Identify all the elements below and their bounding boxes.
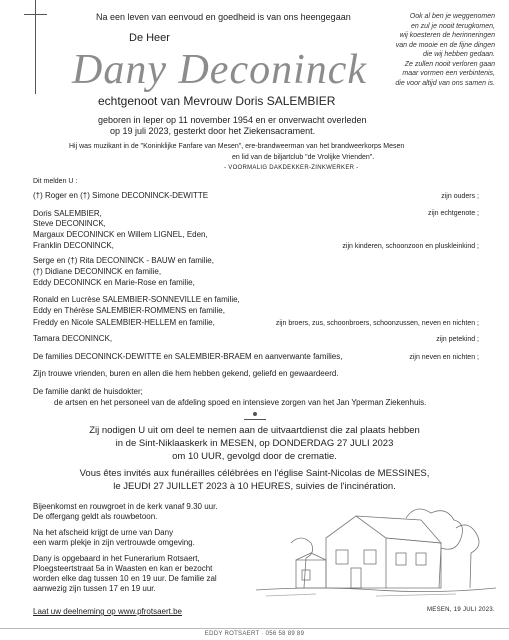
poem-line: Ze zullen nooit verloren gaan: [404, 60, 495, 68]
family-closing: Zijn trouwe vrienden, buren en allen die hem hebben gekend, geliefd en gewaardeerd.: [33, 369, 339, 378]
career-line-2: en lid van de biljartclub "de Vrolijke Vrienden".: [232, 154, 375, 161]
family-relation: zijn ouders ;: [441, 193, 479, 200]
practical-line: Bijeenkomst en rouwgroet in de kerk vanaf 9.30 uur.: [33, 502, 218, 511]
family-name-line: Ronald en Lucrèse SALEMBIER-SONNEVILLE en familie,: [33, 295, 240, 304]
career-line-1: Hij was muzikant in de "Koninklijke Fanfare van Mesen", ere-brandweerman van het brandweerkorps Mesen: [69, 143, 405, 150]
family-name-line: Serge en (†) Rita DECONINCK - BAUW en familie,: [33, 256, 214, 265]
poem-line: maar vormen een verbintenis,: [402, 70, 495, 77]
separator-dot: [253, 412, 257, 416]
practical-block: [33, 502, 218, 594]
practical-line: een warm plekje in zijn vertrouwde omgeving.: [33, 538, 195, 547]
poem-line: en zul je nooit terugkomen,: [410, 22, 495, 30]
family-intro: Dit melden U :: [33, 178, 78, 185]
invite-nl-line-2: in de Sint-Niklaaskerk in MESEN, op DONDERDAG 27 JULI 2023: [115, 438, 394, 449]
poem-line: die voor altijd van ons samen is.: [395, 79, 495, 87]
family-relation: zijn neven en nichten ;: [409, 354, 479, 361]
family-name-line: Doris SALEMBIER,: [33, 209, 102, 218]
invite-nl-line-3: om 10 UUR, gevolgd door de crematie.: [172, 451, 337, 462]
family-relation: zijn petekind ;: [436, 336, 479, 343]
thanks-line-1: De familie dankt de huisdokter;: [33, 387, 143, 396]
practical-line: Na het afscheid krijgt de urne van Dany: [33, 528, 174, 537]
family-name-line: Margaux DECONINCK en Willem LIGNEL, Eden,: [33, 230, 208, 239]
funeral-home: EDDY ROTSAERT · 056 58 89 89: [204, 631, 305, 637]
birth-line-2: op 19 juli 2023, gesterkt door het Ziekensacrament.: [110, 126, 316, 136]
poem-line: wij koesteren de herinneringen: [399, 32, 495, 39]
thanks-line-2: de artsen en het personeel van de afdeling spoed en intensieve zorgen van het Jan Yperman Ziekenhuis.: [54, 398, 427, 407]
invite-fr-line-2: le JEUDI 27 JUILLET 2023 à 10 HEURES, suivies de l'incinération.: [113, 481, 396, 492]
practical-line: De offergang geldt als rouwbetoon.: [33, 512, 158, 521]
family-name-line: Tamara DECONINCK,: [33, 334, 113, 343]
place-date: MESEN, 19 JULI 2023.: [426, 607, 495, 613]
invite-nl-line-1: Zij nodigen U uit om deel te nemen aan de uitvaartdienst die zal plaats hebben: [89, 425, 420, 436]
family-name-line: Eddy DECONINCK en Marie-Rose en familie,: [33, 278, 195, 287]
poem-line: die wij hebben gedaan.: [422, 51, 495, 58]
cross-arm: [24, 14, 47, 15]
family-name-line: Freddy en Nicole SALEMBIER-HELLEM en familie,: [33, 318, 215, 327]
practical-line: worden elke dag tussen 10 en 19 uur. De familie zal: [33, 574, 217, 583]
family-name-line: (†) Roger en (†) Simone DECONINCK-DEWITTE: [33, 191, 209, 200]
family-name-line: Steve DECONINCK,: [33, 219, 106, 228]
condolence-link[interactable]: Laat uw deelneming op www.pfrotsaert.be: [33, 607, 182, 616]
family-relation: zijn kinderen, schoonzoon en pluskleinkind ;: [342, 243, 479, 250]
separator-line: [244, 419, 266, 420]
family-relation: zijn broers, zus, schoonbroers, schoonzussen, neven en nichten ;: [275, 320, 479, 327]
family-name-line: Eddy en Thérèse SALEMBIER-ROMMENS en familie,: [33, 306, 225, 315]
footer-divider: [0, 628, 509, 629]
title-prefix: De Heer: [129, 32, 170, 44]
family-relation: zijn echtgenote ;: [428, 210, 479, 217]
family-name-line: Franklin DECONINCK,: [33, 241, 114, 250]
practical-line: aanwezig zijn tussen 17 en 19 uur.: [33, 584, 156, 593]
family-name-line: De families DECONINCK-DEWITTE en SALEMBIER-BRAEM en aanverwante families,: [33, 352, 343, 361]
birth-line-1: geboren in Ieper op 11 november 1954 en er onverwacht overleden: [98, 115, 367, 125]
deceased-name: Dany Deconinck: [72, 47, 368, 93]
intro-text: Na een leven van eenvoud en goedheid is van ons heengegaan: [96, 12, 351, 22]
poem-line: Ook al ben je weggenomen: [409, 13, 495, 20]
invite-fr-line-1: Vous êtes invités aux funérailles célébrées en l'église Saint-Nicolas de MESSINES,: [79, 468, 430, 479]
poem: [395, 12, 495, 88]
poem-line: van de mooie en de fijne dingen: [395, 41, 495, 49]
spouse-line: echtgenoot van Mevrouw Doris SALEMBIER: [98, 94, 336, 108]
family-name-line: (†) Didiane DECONINCK en familie,: [33, 267, 162, 276]
practical-line: Dany is opgebaard in het Funerarium Rotsaert,: [33, 554, 200, 563]
house-drawing: [256, 498, 496, 610]
practical-line: Ploegsteertstraat 5a in Waasten en kan er bezocht: [33, 564, 213, 573]
career-line-3: - VOORMALIG DAKDEKKER-ZINKWERKER -: [224, 165, 359, 171]
